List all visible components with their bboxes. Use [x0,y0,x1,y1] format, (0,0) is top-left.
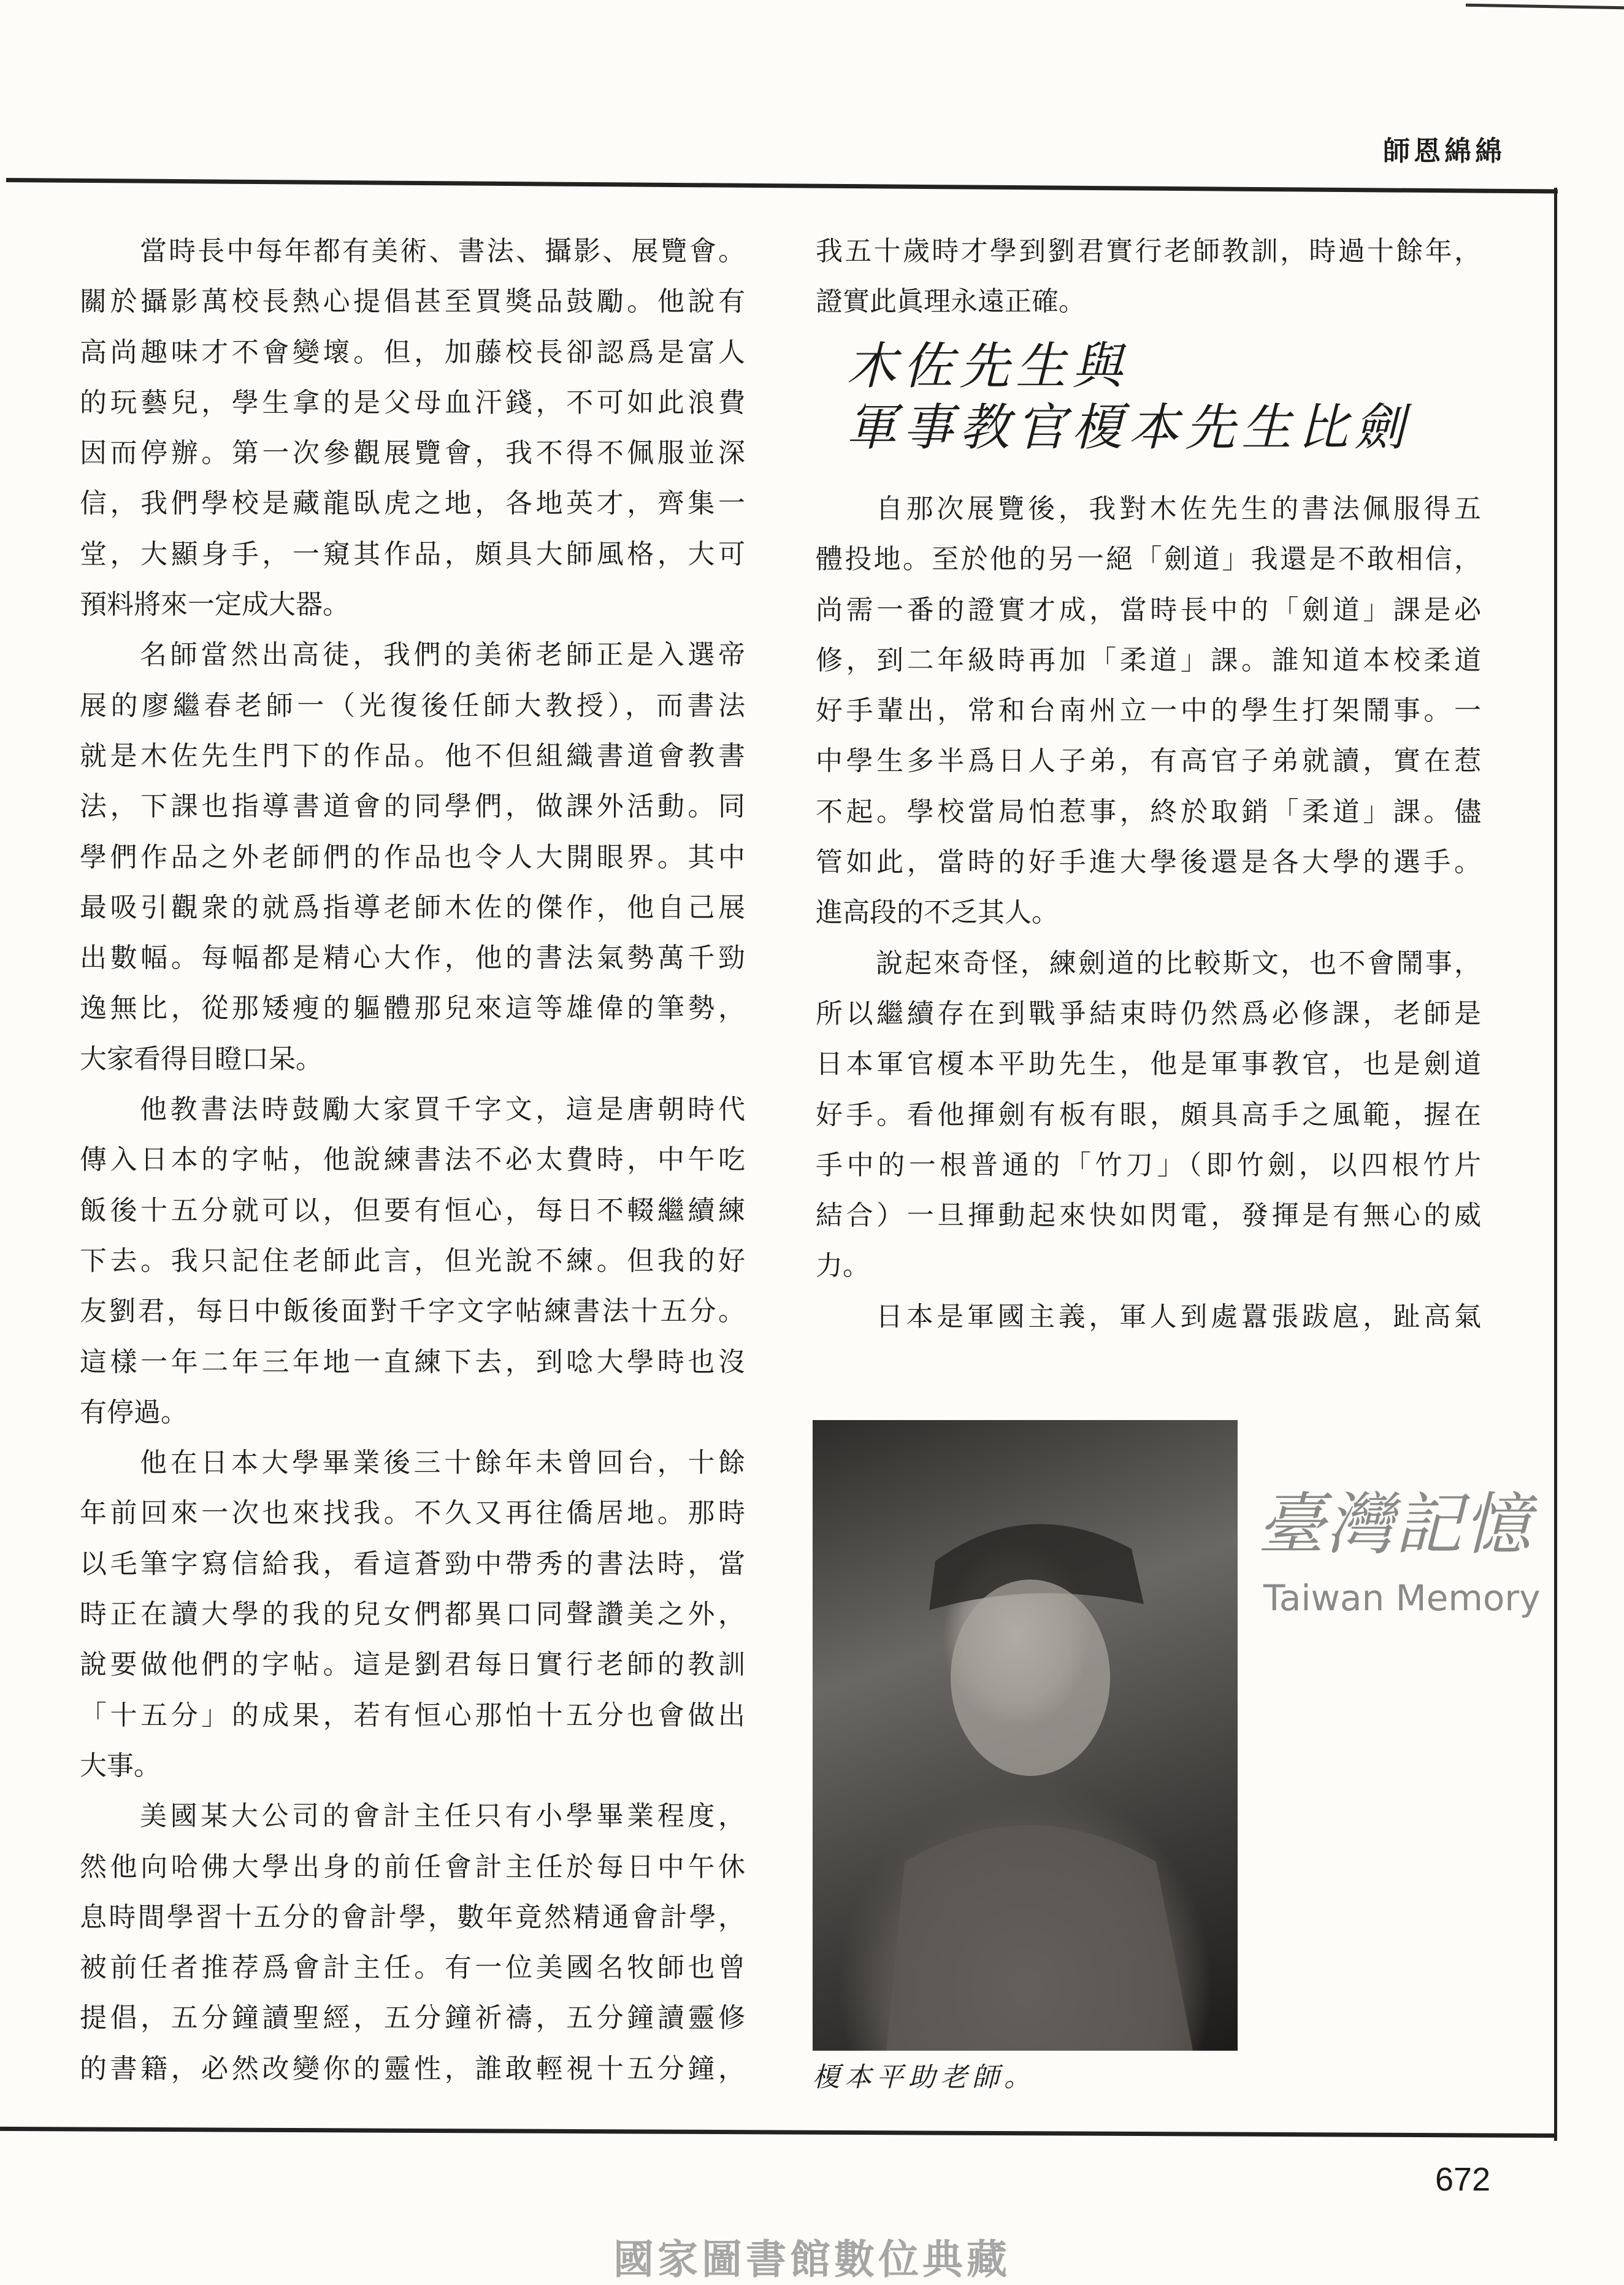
text-line: 不起。學校當局怕惹事，終於取銷「柔道」課。儘 [816,796,1481,828]
text-line: 大家看得目瞪口呆。 [80,1043,323,1075]
text-line: 大事。 [80,1749,161,1781]
text-line: 學們作品之外老師們的作品也令人大開眼界。其中 [80,841,745,873]
running-head: 師恩綿綿 [1383,136,1506,167]
text-line: 時正在讀大學的我的兒女們都異口同聲讚美之外， [80,1599,745,1630]
text-line: 因而停辦。第一次參觀展覽會，我不得不佩服並深 [80,437,745,469]
heading-line-2: 軍事教官榎本先生比劍 [846,399,1411,457]
text-line: 高尚趣味才不會變壞。但，加藤校長卻認爲是富人 [80,336,745,368]
text-line: 自那次展覽後，我對木佐先生的書法佩服得五 [876,493,1481,524]
portrait-photo [813,1420,1238,2051]
text-line: 有停過。 [80,1396,188,1428]
text-line: 說起來奇怪，練劍道的比較斯文，也不會鬧事， [876,947,1481,979]
section-heading [846,336,1411,459]
watermark-logo: 臺灣記憶 [1257,1485,1532,1564]
text-line: 進高段的不乏其人。 [816,897,1059,929]
right-column-intro [816,226,1481,328]
text-line: 手中的一根普通的「竹刀」（即竹劍，以四根竹片 [816,1149,1481,1181]
text-line: 美國某大公司的會計主任只有小學畢業程度， [140,1800,745,1832]
text-line: 展的廖繼春老師一（光復後任師大教授），而書法 [80,689,745,721]
text-line: 提倡，五分鐘讀聖經，五分鐘祈禱，五分鐘讀靈修 [80,2002,745,2034]
text-line: 中學生多半爲日人子弟，有高官子弟就讀，實在惹 [816,745,1481,777]
right-border-rule [1554,188,1557,2141]
archive-footer: 國家圖書館數位典藏 [613,2236,1011,2283]
text-line: 說要做他們的字帖。這是劉君每日實行老師的教訓 [80,1649,745,1681]
text-line: 「十五分」的成果，若有恒心那怕十五分也會做出 [80,1699,745,1731]
footer-rule [0,2127,1557,2138]
text-line: 傳入日本的字帖，他說練書法不必太費時，中午吃 [80,1144,745,1176]
text-line: 尚需一番的證實才成，當時長中的「劍道」課是必 [816,594,1481,626]
text-line: 當時長中每年都有美術、書法、攝影、展覽會。 [140,236,745,267]
text-line: 體投地。至於他的另一絕「劍道」我還是不敢相信， [816,543,1481,575]
text-line: 的玩藝兒，學生拿的是父母血汗錢，不可如此浪費 [80,386,745,418]
text-line: 的書籍，必然改變你的靈性，誰敢輕視十五分鐘， [80,2053,745,2084]
text-line: 信，我們學校是藏龍臥虎之地，各地英才，齊集一 [80,488,745,520]
text-line: 所以繼續存在到戰爭結束時仍然爲必修課，老師是 [816,997,1481,1029]
text-line: 結合）一旦揮動起來快如閃電，發揮是有無心的威 [816,1200,1481,1232]
text-line: 力。 [816,1250,870,1282]
text-line: 證實此眞理永遠正確。 [816,286,1086,318]
text-line: 就是木佐先生門下的作品。他不但組織書道會教書 [80,740,745,772]
text-line: 出數幅。每幅都是精心大作，他的書法氣勢萬千勁 [80,942,745,974]
right-column [816,484,1481,1342]
text-line: 飯後十五分就可以，但要有恒心，每日不輟繼續練 [80,1194,745,1226]
text-line: 然他向哈佛大學出身的前任會計主任於每日中午休 [80,1851,745,1883]
text-line: 逸無比，從那矮瘦的軀體那兒來這等雄偉的筆勢， [80,993,745,1024]
text-line: 他在日本大學畢業後三十餘年未曾回台，十餘 [140,1447,745,1479]
heading-line-1: 木佐先生與 [846,337,1128,396]
portrait-silhouette [813,1420,1238,2051]
text-line: 我五十歲時才學到劉君實行老師教訓，時過十餘年， [816,236,1481,267]
text-line: 管如此，當時的好手進大學後還是各大學的選手。 [816,847,1481,878]
text-line: 年前回來一次也來找我。不久又再往僑居地。那時 [80,1497,745,1529]
scan-edge-line [1466,4,1624,10]
text-line: 關於攝影萬校長熱心提倡甚至買獎品鼓勵。他說有 [80,286,745,318]
text-line: 修，到二年級時再加「柔道」課。誰知道本校柔道 [816,644,1481,676]
text-line: 以毛筆字寫信給我，看這蒼勁中帶秀的書法時，當 [80,1548,745,1580]
text-line: 友劉君，每日中飯後面對千字文字帖練書法十五分。 [80,1296,745,1327]
header-rule [6,178,1558,194]
text-line: 息時間學習十五分的會計學，數年竟然精通會計學， [80,1901,745,1933]
text-line: 名師當然出高徒，我們的美術老師正是入選帝 [140,639,745,671]
text-line: 堂，大顯身手，一窺其作品，頗具大師風格，大可 [80,538,745,570]
text-line: 好手輩出，常和台南州立一中的學生打架鬧事。一 [816,695,1481,727]
text-line: 被前任者推荐爲會計主任。有一位美國名牧師也曾 [80,1952,745,1984]
text-line: 好手。看他揮劍有板有眼，頗具高手之風範，握在 [816,1099,1481,1131]
text-line: 他教書法時鼓勵大家買千字文，這是唐朝時代 [140,1094,745,1126]
text-line: 預料將來一定成大器。 [80,589,350,621]
text-line: 這樣一年二年三年地一直練下去，到唸大學時也沒 [80,1346,745,1378]
photo-caption: 榎本平助老師。 [813,2062,1036,2093]
text-line: 日本是軍國主義，軍人到處囂張跋扈，趾高氣 [876,1300,1481,1332]
left-column [80,226,745,2094]
page-number: 672 [1435,2161,1491,2198]
text-line: 日本軍官榎本平助先生，他是軍事教官，也是劍道 [816,1048,1481,1080]
text-line: 最吸引觀衆的就爲指導老師木佐的傑作，他自己展 [80,891,745,923]
watermark-english: Taiwan Memory [1263,1577,1541,1619]
text-line: 法，下課也指導書道會的同學們，做課外活動。同 [80,791,745,823]
text-line: 下去。我只記住老師此言，但光說不練。但我的好 [80,1245,745,1277]
